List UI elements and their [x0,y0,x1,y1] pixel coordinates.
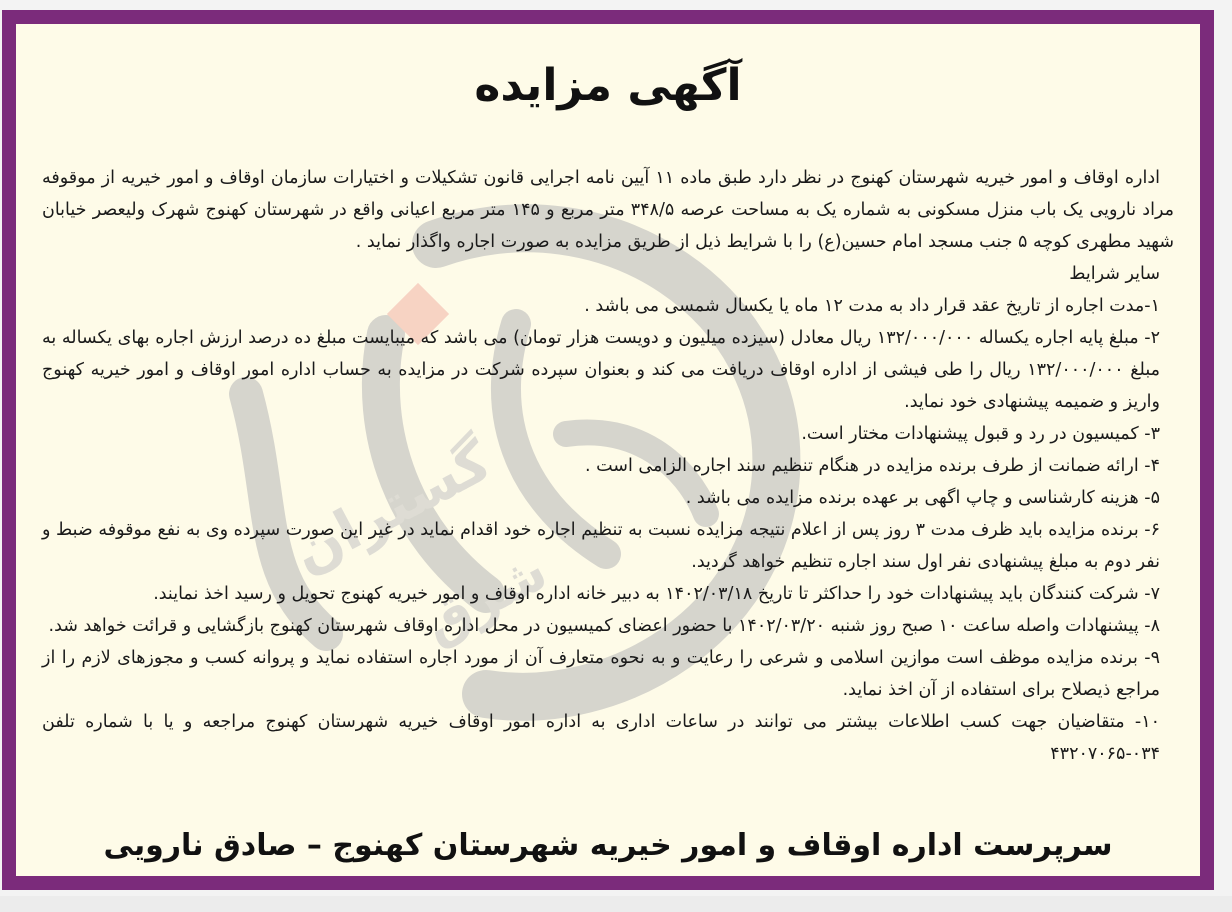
notice-paper [16,24,1200,876]
condition-item: ۱۰- متقاضیان جهت کسب اطلاعات بیشتر می توانند در ساعات اداری به اداره امور اوقاف خیریه شهرستان کهنوج مراجعه و یا با شماره تلفن ۰۳۴-۴۳۲۰۷۰۶۵ [42,712,1160,764]
condition-item: ۸- پیشنهادات واصله ساعت ۱۰ صبح روز شنبه ۱۴۰۲/۰۳/۲۰ با حضور اعضای کمیسیون در محل اداره اوقاف شهرستان کهنوج بازگشایی و قرائت خواهد شد. [48,616,1160,636]
notice-body [42,162,1174,770]
condition-item: ۷- شرکت کنندگان باید پیشنهادات خود را حداکثر تا تاریخ ۱۴۰۲/۰۳/۱۸ به دبیر خانه اداره اوقاف و امور خیریه کهنوج تحویل و رسید اخذ نمایند. [153,584,1160,604]
svg-text:شرق: شرق [413,541,557,656]
condition-item: ۶- برنده مزایده باید ظرف مدت ۳ روز پس از اعلام نتیجه مزایده نسبت به تنظیم اجاره خود اقدام نماید در غیر این صورت سپرده وی به نفع موقوفه ضبط و نفر دوم به مبلغ پیشنهادی نفر اول سند اجاره تنظیم خواهد گردید. [42,520,1160,572]
condition-item: ۱-مدت اجاره از تاریخ عقد قرار داد به مدت ۱۲ ماه یا یکسال شمسی می باشد . [584,296,1160,316]
condition-item: ۲- مبلغ پایه اجاره یکساله ۱۳۲/۰۰۰/۰۰۰ ریال معادل (سیزده میلیون و دویست هزار تومان) می باشد که میبایست مبلغ ده درصد ارزش اجاره بهای یکساله به مبلغ ۱۳۲/۰۰۰/۰۰۰ ریال را طی فیشی از اداره اوقاف دریافت می کند و بعنوان سپرده شرکت در مزایده به حساب اداره امور اوقاف و امور خیریه کهنوج واریز و ضمیمه پیشنهادی خود نماید. [42,328,1161,412]
condition-item: ۹- برنده مزایده موظف است موازین اسلامی و شرعی را رعایت و به نحوه متعارف آن از مورد اجاره استفاده نماید و پروانه کسب و مجوزهای لازم را از مراجع ذیصلاح برای استفاده از آن اخذ نماید. [42,648,1160,700]
condition-item: ۴- ارائه ضمانت از طرف برنده مزایده در هنگام تنظیم سند اجاره الزامی است . [584,456,1160,476]
conditions-heading: سایر شرایط [1069,264,1160,284]
notice-frame [2,10,1214,890]
notice-intro: اداره اوقاف و امور خیریه شهرستان کهنوج در نظر دارد طبق ماده ۱۱ آیین نامه اجرایی قانون تشکیلات و اختیارات سازمان اوقاف و امور خیریه از موقوفه مراد نارویی یک باب منزل مسکونی به شماره یک به مساحت عرصه ۳۴۸/۵ متر مربع و ۱۴۵ متر مربع اعیانی واقع در شهرستان کهنوج شهرک ولیعصر خیابان شهید مطهری کوچه ۵ جنب مسجد امام حسین(ع) را با شرایط ذیل از طریق مزایده به صورت اجاره واگذار نماید . [42,168,1174,252]
bottom-strip [0,896,1232,912]
svg-text:گستران: گستران [282,428,502,587]
condition-item: ۵- هزینه کارشناسی و چاپ اگهی بر عهده برنده مزایده می باشد . [685,488,1160,508]
notice-title: آگهی مزایده [474,60,742,111]
condition-item: ۳- کمیسیون در رد و قبول پیشنهادات مختار است. [801,424,1160,444]
signature-line: سرپرست اداره اوقاف و امور خیریه شهرستان کهنوج – صادق نارویی [103,828,1113,863]
